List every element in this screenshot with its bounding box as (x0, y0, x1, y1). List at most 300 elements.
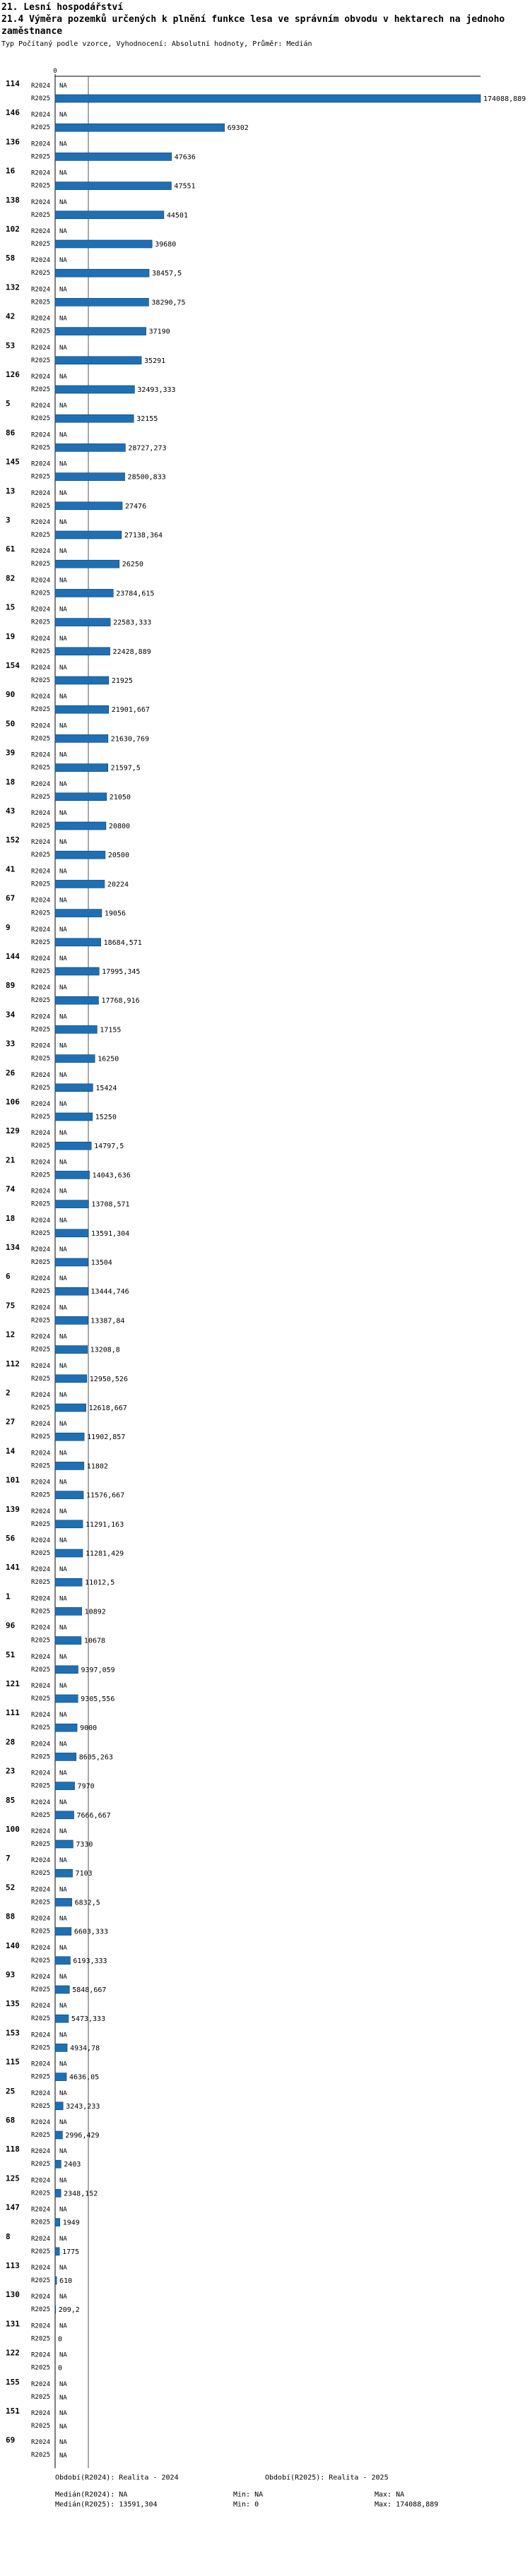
bar (55, 1607, 82, 1615)
series-label: R2025 (31, 2423, 51, 2430)
series-label: R2025 (31, 1462, 51, 1470)
series-label: R2024 (31, 431, 51, 439)
value-label: NA (59, 2003, 67, 2010)
value-label: NA (59, 431, 67, 439)
value-label: NA (59, 2148, 67, 2156)
bar (55, 2073, 66, 2081)
series-label: R2025 (31, 706, 51, 714)
group-label: 130 (6, 2290, 20, 2300)
bar (55, 1200, 88, 1208)
value-label: NA (59, 2452, 67, 2460)
bar (55, 124, 225, 131)
series-label: R2025 (31, 735, 51, 743)
series-label: R2025 (31, 1259, 51, 1266)
value-label: 7666,667 (76, 1811, 111, 1820)
bar (55, 1520, 83, 1528)
value-label: 18684,571 (103, 938, 142, 947)
group-label: 96 (6, 1621, 16, 1630)
value-label: 15424 (95, 1084, 117, 1092)
series-label: R2024 (31, 2061, 51, 2068)
value-label: NA (59, 1886, 67, 1894)
bar (55, 502, 122, 510)
group-label: 132 (6, 282, 20, 292)
value-label: 20500 (107, 852, 129, 860)
bar (55, 764, 108, 772)
value-label: 2348,152 (64, 2190, 98, 2198)
series-label: R2024 (31, 839, 51, 847)
group-label: 23 (6, 1766, 16, 1776)
series-label: R2025 (31, 182, 51, 190)
group-label: 67 (6, 893, 16, 903)
bar (55, 2306, 56, 2313)
group-label: 18 (6, 1213, 16, 1223)
series-label: R2024 (31, 2294, 51, 2301)
series-label: R2024 (31, 1479, 51, 1486)
footer-stat-2024: Max: NA (375, 2491, 405, 2499)
group-label: 9 (6, 922, 11, 932)
series-label: R2025 (31, 1026, 51, 1034)
series-label: R2025 (31, 1608, 51, 1616)
series-label: R2025 (31, 619, 51, 626)
series-label: R2025 (31, 95, 51, 102)
value-label: NA (59, 1624, 67, 1632)
value-label: 21630,769 (110, 735, 149, 744)
series-label: R2024 (31, 1101, 51, 1108)
series-label: R2025 (31, 910, 51, 917)
group-label: 25 (6, 2086, 16, 2096)
value-label: 2996,429 (65, 2132, 100, 2140)
bar (55, 95, 481, 102)
value-label: 9397,059 (81, 1666, 115, 1674)
value-label: NA (59, 897, 67, 905)
value-label: 2403 (64, 2161, 81, 2169)
value-label: 6832,5 (74, 1899, 100, 1907)
value-label: 69302 (227, 124, 249, 133)
bar (55, 1055, 95, 1063)
series-label: R2025 (31, 241, 51, 248)
group-label: 122 (6, 2348, 20, 2358)
group-label: 85 (6, 1795, 16, 1805)
group-label: 126 (6, 370, 20, 379)
group-label: 115 (6, 2057, 20, 2067)
series-label: R2024 (31, 489, 51, 497)
value-label: 11576,667 (86, 1491, 125, 1500)
bar (55, 328, 146, 335)
value-label: 15250 (95, 1114, 117, 1121)
bar (55, 386, 134, 393)
value-label: 9305,556 (81, 1695, 115, 1703)
bar (55, 298, 148, 306)
value-label: 11902,857 (87, 1433, 126, 1442)
bar (55, 1025, 97, 1033)
value-label: NA (59, 257, 67, 265)
series-label: R2024 (31, 955, 51, 962)
series-label: R2024 (31, 635, 51, 643)
value-label: NA (59, 1653, 67, 1661)
section-title: 21. Lesní hospodářství (1, 2, 124, 13)
value-label: NA (59, 2089, 67, 2097)
bar (55, 1229, 88, 1237)
group-label: 88 (6, 1912, 16, 1921)
value-label: NA (59, 780, 67, 788)
group-label: 135 (6, 1999, 20, 2009)
series-label: R2024 (31, 2439, 51, 2447)
value-label: 23784,615 (116, 590, 155, 598)
series-label: R2024 (31, 519, 51, 526)
group-label: 153 (6, 2028, 20, 2038)
series-label: R2024 (31, 577, 51, 585)
series-label: R2024 (31, 1624, 51, 1632)
series-label: R2025 (31, 2452, 51, 2459)
bar (55, 2131, 62, 2139)
group-label: 141 (6, 1563, 20, 1573)
series-label: R2025 (31, 2364, 51, 2372)
series-label: R2024 (31, 83, 51, 90)
value-label: 39680 (155, 241, 177, 249)
series-label: R2024 (31, 2119, 51, 2126)
bar (55, 2160, 61, 2168)
series-label: R2025 (31, 1928, 51, 1936)
series-label: R2024 (31, 1217, 51, 1224)
value-label: NA (59, 228, 67, 235)
group-label: 134 (6, 1243, 20, 1252)
value-label: 7330 (76, 1841, 93, 1849)
series-label: R2025 (31, 1899, 51, 1907)
bar (55, 1695, 78, 1703)
value-label: NA (59, 751, 67, 759)
group-label: 100 (6, 1825, 20, 1834)
value-label: 22428,889 (112, 648, 151, 656)
value-label: 20800 (108, 823, 131, 830)
series-label: R2025 (31, 1782, 51, 1790)
series-label: R2024 (31, 460, 51, 468)
series-label: R2025 (31, 1114, 51, 1121)
bar (55, 443, 125, 451)
value-label: NA (59, 1392, 67, 1399)
group-label: 56 (6, 1534, 16, 1543)
series-label: R2024 (31, 1828, 51, 1835)
series-label: R2025 (31, 968, 51, 975)
series-label: R2025 (31, 764, 51, 772)
value-label: NA (59, 2322, 67, 2330)
group-label: 147 (6, 2202, 20, 2212)
series-label: R2025 (31, 1143, 51, 1150)
series-label: R2025 (31, 1055, 51, 1063)
value-label: 8605,263 (78, 1753, 113, 1762)
series-label: R2025 (31, 1491, 51, 1499)
series-label: R2025 (31, 1695, 51, 1703)
value-label: NA (59, 2394, 67, 2402)
group-label: 89 (6, 981, 16, 991)
series-label: R2025 (31, 1666, 51, 1674)
value-label: NA (59, 548, 67, 556)
series-label: R2025 (31, 1375, 51, 1383)
value-label: 9000 (80, 1724, 98, 1733)
value-label: NA (59, 1013, 67, 1021)
bar (55, 648, 110, 655)
value-label: 11012,5 (85, 1579, 115, 1587)
value-label: NA (59, 1770, 67, 1777)
group-label: 68 (6, 2116, 16, 2125)
bar (55, 1375, 87, 1383)
series-label: R2024 (31, 664, 51, 672)
value-label: 10892 (84, 1608, 106, 1616)
bar (55, 2015, 69, 2022)
series-label: R2024 (31, 1886, 51, 1894)
series-label: R2025 (31, 1724, 51, 1732)
bar (55, 1928, 71, 1936)
series-label: R2025 (31, 532, 51, 539)
value-label: 14797,5 (94, 1143, 124, 1151)
value-label: NA (59, 1741, 67, 1748)
group-label: 28 (6, 1737, 16, 1747)
footer-stat-2024: Min: NA (233, 2491, 264, 2499)
group-label: 101 (6, 1475, 20, 1485)
series-label: R2024 (31, 1595, 51, 1603)
group-label: 43 (6, 806, 16, 816)
value-label: 32155 (136, 415, 158, 424)
group-label: 39 (6, 748, 16, 758)
series-label: R2025 (31, 2277, 51, 2284)
value-label: 16250 (98, 1055, 119, 1063)
series-label: R2025 (31, 1317, 51, 1325)
value-label: NA (59, 693, 67, 701)
value-label: NA (59, 2032, 67, 2039)
group-label: 139 (6, 1504, 20, 1514)
series-label: R2024 (31, 722, 51, 730)
series-label: R2024 (31, 810, 51, 817)
series-label: R2025 (31, 1346, 51, 1354)
series-label: R2024 (31, 1450, 51, 1457)
group-label: 6 (6, 1272, 11, 1282)
series-label: R2024 (31, 2032, 51, 2039)
group-label: 7 (6, 1854, 11, 1864)
bar (55, 822, 106, 830)
group-label: 114 (6, 79, 20, 88)
series-label: R2024 (31, 780, 51, 788)
value-label: 17155 (100, 1026, 122, 1034)
value-label: 1949 (62, 2219, 80, 2227)
value-label: NA (59, 1915, 67, 1923)
series-label: R2024 (31, 1304, 51, 1312)
value-label: 7103 (75, 1870, 93, 1878)
series-label: R2025 (31, 270, 51, 278)
value-label: NA (59, 1304, 67, 1312)
value-label: 47551 (174, 182, 196, 191)
group-label: 146 (6, 108, 20, 118)
value-label: 1775 (62, 2248, 80, 2256)
group-label: 61 (6, 544, 16, 554)
bar (55, 1666, 78, 1674)
value-label: NA (59, 1712, 67, 1719)
value-label: 11281,429 (86, 1550, 124, 1558)
series-label: R2024 (31, 2003, 51, 2010)
value-label: 21050 (109, 793, 131, 801)
bar (55, 1404, 86, 1412)
value-label: NA (59, 1421, 67, 1429)
bar (55, 676, 109, 684)
bar (55, 996, 98, 1004)
group-label: 15 (6, 602, 16, 612)
value-label: NA (59, 1217, 67, 1224)
series-label: R2024 (31, 2089, 51, 2097)
value-label: 174088,889 (483, 95, 526, 103)
value-label: 3243,233 (66, 2102, 100, 2111)
group-label: 5 (6, 399, 11, 409)
group-label: 144 (6, 952, 20, 961)
value-label: NA (59, 2351, 67, 2359)
group-label: 26 (6, 1068, 16, 1078)
group-label: 155 (6, 2377, 20, 2387)
value-label: 47636 (174, 153, 196, 162)
series-label: R2025 (31, 881, 51, 888)
value-label: NA (59, 1479, 67, 1486)
bar (55, 1142, 91, 1150)
series-label: R2024 (31, 2265, 51, 2272)
bar (55, 2102, 63, 2110)
footer-period-2024: Období(R2024): Realita - 2024 (55, 2474, 179, 2482)
value-label: NA (59, 1071, 67, 1079)
value-label: NA (59, 1799, 67, 1806)
series-label: R2025 (31, 1637, 51, 1645)
value-label: 27476 (125, 502, 147, 511)
value-label: NA (59, 2423, 67, 2431)
series-label: R2025 (31, 1841, 51, 1848)
bar (55, 1171, 90, 1179)
bar (55, 560, 119, 568)
group-label: 125 (6, 2174, 20, 2183)
series-label: R2025 (31, 561, 51, 568)
series-label: R2025 (31, 823, 51, 830)
bar (55, 1113, 93, 1121)
value-label: NA (59, 1828, 67, 1835)
bar (55, 2219, 60, 2226)
value-label: NA (59, 2061, 67, 2068)
value-label: NA (59, 1042, 67, 1050)
series-label: R2024 (31, 1944, 51, 1952)
value-label: NA (59, 374, 67, 381)
series-label: R2024 (31, 141, 51, 148)
bar (55, 967, 99, 975)
value-label: 28727,273 (128, 444, 167, 453)
value-label: NA (59, 1974, 67, 1981)
value-label: NA (59, 198, 67, 206)
series-label: R2025 (31, 415, 51, 423)
series-label: R2024 (31, 1974, 51, 1981)
series-label: R2025 (31, 1084, 51, 1092)
value-label: 19056 (104, 910, 126, 918)
value-label: NA (59, 315, 67, 323)
group-label: 12 (6, 1330, 16, 1340)
group-label: 106 (6, 1097, 20, 1107)
series-label: R2024 (31, 1275, 51, 1283)
series-label: R2025 (31, 1288, 51, 1296)
bar (55, 1578, 82, 1586)
series-label: R2024 (31, 606, 51, 614)
series-label: R2024 (31, 374, 51, 381)
series-label: R2024 (31, 2148, 51, 2156)
series-label: R2024 (31, 548, 51, 556)
value-label: NA (59, 1566, 67, 1574)
bar (55, 589, 113, 597)
value-label: NA (59, 519, 67, 526)
bar (55, 1753, 76, 1760)
bar (55, 2189, 61, 2197)
value-label: NA (59, 577, 67, 585)
value-label: NA (59, 169, 67, 177)
series-label: R2024 (31, 1392, 51, 1399)
value-label: NA (59, 1683, 67, 1690)
value-label: NA (59, 2265, 67, 2272)
value-label: NA (59, 606, 67, 614)
value-label: NA (59, 984, 67, 992)
group-label: 82 (6, 573, 16, 583)
value-label: 12950,526 (89, 1375, 128, 1383)
group-label: 13 (6, 486, 16, 496)
series-label: R2025 (31, 1229, 51, 1237)
bar (55, 1637, 81, 1645)
value-label: 209,2 (58, 2306, 80, 2315)
series-label: R2024 (31, 2410, 51, 2417)
group-label: 136 (6, 137, 20, 147)
group-label: 53 (6, 340, 16, 350)
group-label: 69 (6, 2435, 16, 2445)
group-label: 52 (6, 1883, 16, 1892)
value-label: 6603,333 (73, 1928, 109, 1936)
value-label: NA (59, 1275, 67, 1283)
series-label: R2024 (31, 1333, 51, 1341)
group-label: 90 (6, 690, 16, 700)
series-label: R2025 (31, 1753, 51, 1761)
series-label: R2024 (31, 1071, 51, 1079)
bar (55, 1811, 74, 1819)
group-label: 14 (6, 1446, 16, 1456)
series-label: R2024 (31, 315, 51, 323)
value-label: NA (59, 2294, 67, 2301)
value-label: NA (59, 112, 67, 119)
series-label: R2025 (31, 2132, 51, 2139)
value-label: 13444,746 (90, 1288, 129, 1296)
series-label: R2024 (31, 1130, 51, 1138)
value-label: 13504 (90, 1259, 112, 1267)
group-label: 154 (6, 661, 20, 670)
series-label: R2024 (31, 402, 51, 410)
group-label: 2 (6, 1388, 11, 1397)
series-label: R2025 (31, 2161, 51, 2169)
bar (55, 1346, 88, 1354)
series-label: R2024 (31, 112, 51, 119)
value-label: 610 (59, 2277, 73, 2285)
value-label: 21925 (111, 677, 133, 685)
series-label: R2025 (31, 502, 51, 510)
series-label: R2024 (31, 228, 51, 235)
value-label: NA (59, 489, 67, 497)
value-label: 38290,75 (151, 299, 186, 307)
value-label: 21597,5 (110, 764, 141, 773)
value-label: 5473,333 (71, 2015, 106, 2024)
x-tick-label-0: 0 (53, 68, 57, 75)
value-label: NA (59, 839, 67, 847)
value-label: 4934,78 (70, 2044, 100, 2053)
group-label: 34 (6, 1010, 16, 1020)
group-label: 140 (6, 1940, 20, 1950)
value-label: 10678 (83, 1637, 106, 1645)
series-label: R2024 (31, 169, 51, 177)
series-label: R2025 (31, 2393, 51, 2401)
value-label: NA (59, 1537, 67, 1544)
series-label: R2024 (31, 693, 51, 701)
bar (55, 1869, 73, 1877)
